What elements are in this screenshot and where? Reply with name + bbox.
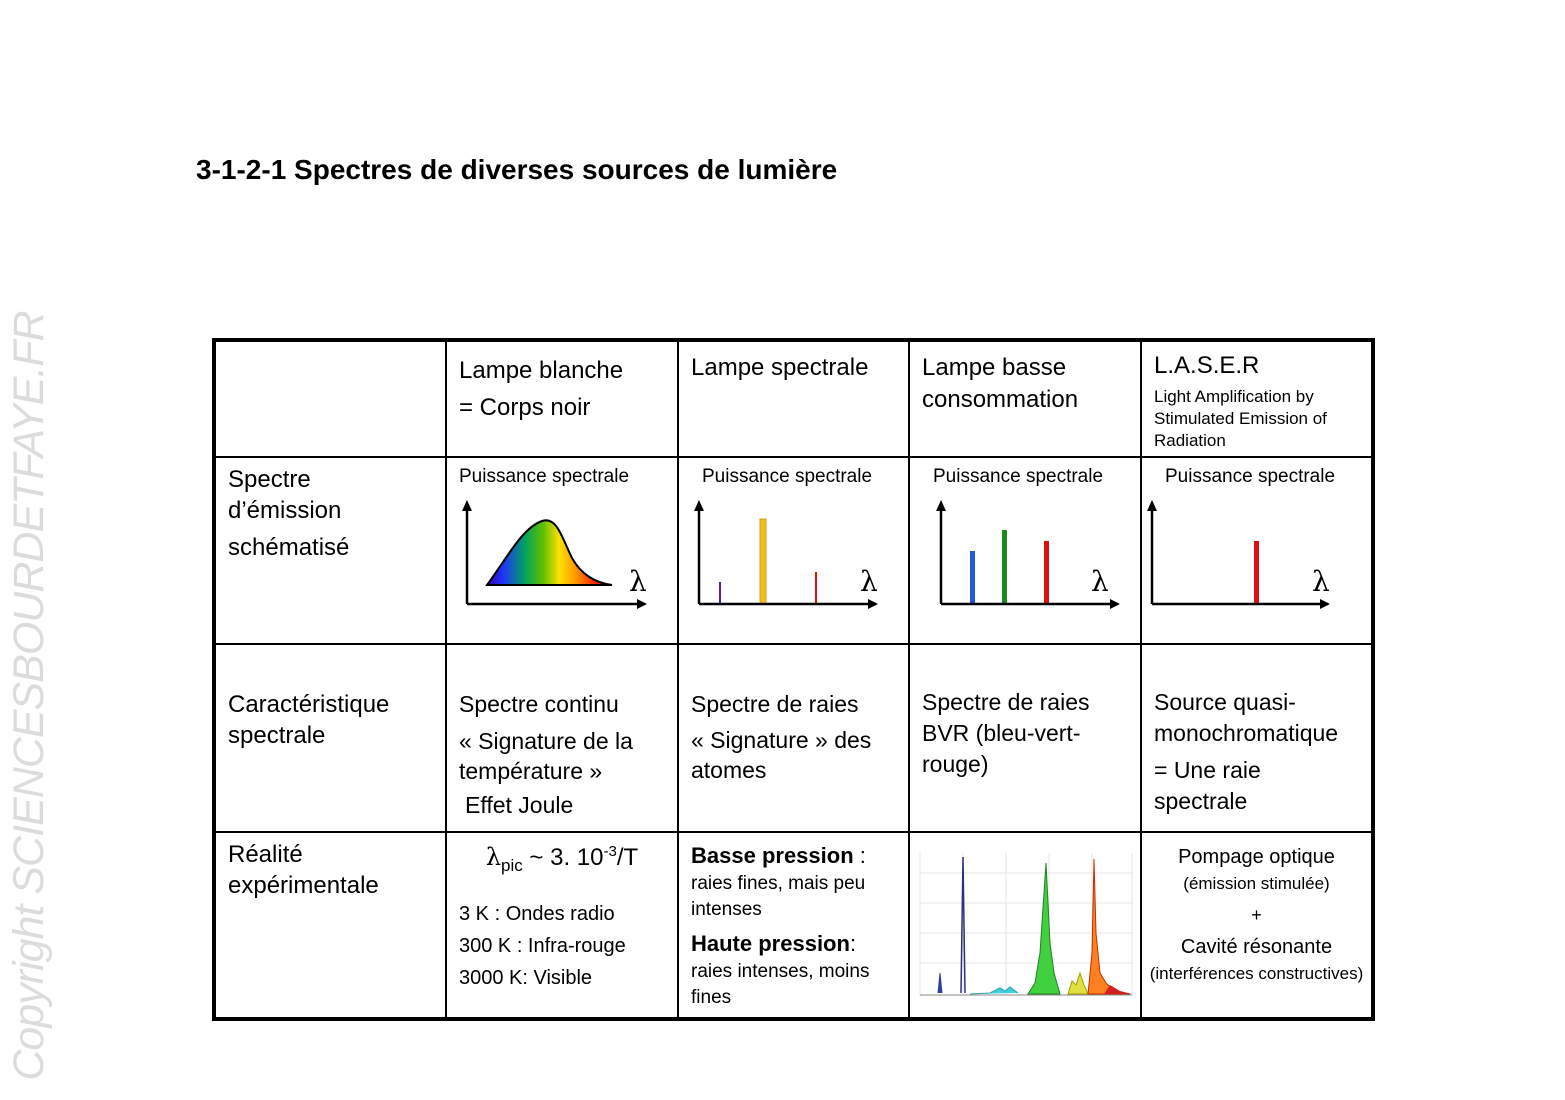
green-line [1002, 530, 1007, 604]
laser-plot-cell [1141, 457, 1373, 644]
plot-ylabel: Puissance spectrale [459, 466, 630, 487]
carac-lampe-blanche: Spectre continu « Signature de la température » Effet Joule [446, 644, 678, 832]
x-axis-lambda: λ [629, 565, 647, 598]
low-consumption-plot-cell [909, 457, 1141, 644]
red-line [815, 572, 817, 604]
spectra-table [212, 338, 1375, 1021]
wien-formula: $\lambda_{pic}$ ~ 3. $10^{-3}/T$ [485, 843, 639, 875]
header-lampe-blanche: Lampe blanche = Corps noir [446, 340, 678, 457]
header-lampe-basse-consommation: Lampe basse consommation [909, 340, 1141, 457]
header-row [214, 340, 1373, 457]
x-axis-lambda: λ [860, 565, 878, 598]
realite-row [214, 832, 1373, 1019]
yellow-line [760, 519, 766, 604]
real-laser: Pompage optique (émission stimulée) + Cavité résonante (interférences constructives) [1141, 832, 1373, 1019]
measured-spectrum-image [910, 833, 1140, 1017]
red-line [1044, 541, 1049, 604]
violet-line [719, 582, 721, 604]
carac-laser: Source quasi-monochromatique = Une raie spectrale [1141, 644, 1373, 832]
blackbody-plot-cell [446, 457, 678, 644]
carac-lampe-spectrale: Spectre de raies « Signature » des atomes [678, 644, 909, 832]
real-lampe-spectrale: Basse pression : raies fines, mais peu intenses Haute pression: raies intenses, moins fines [678, 832, 909, 1019]
real-spectrum-image-cell [909, 832, 1141, 1019]
row-label-spectre: Spectre d’émission schématisé [214, 457, 446, 644]
plot-ylabel: Puissance spectrale [933, 466, 1104, 487]
carac-lampe-basse-consommation: Spectre de raies BVR (bleu-vert-rouge) [909, 644, 1141, 832]
real-lampe-blanche: $\lambda_{pic}$ ~ 3. $10^{-3}/T$ 3 K : Ondes radio 300 K : Infra-rouge 3000 K: Visible [446, 832, 678, 1019]
plot-ylabel: Puissance spectrale [702, 466, 873, 487]
plot-ylabel: Puissance spectrale [1165, 466, 1336, 487]
x-axis-lambda: λ [1312, 565, 1330, 598]
header-laser: L.A.S.E.R Light Amplification by Stimulated Emission of Radiation [1141, 340, 1373, 457]
x-axis-lambda: λ [1091, 565, 1109, 598]
caracteristique-row [214, 644, 1373, 832]
page-title: 3-1-2-1 Spectres de diverses sources de lumière [196, 154, 838, 185]
blue-line [970, 551, 975, 604]
row-label-caracteristique: Caractéristique spectrale [214, 644, 446, 832]
copyright-watermark: Copyright SCIENCESBOURDETFAYE.FR [5, 311, 53, 1081]
spectre-row [214, 457, 1373, 644]
blackbody-curve [487, 520, 612, 585]
header-lampe-spectrale: Lampe spectrale [678, 340, 909, 457]
spectral-lamp-plot-cell [678, 457, 909, 644]
row-label-realite: Réalité expérimentale [214, 832, 446, 1019]
empty-corner-cell [214, 340, 446, 457]
red-line [1254, 541, 1259, 604]
